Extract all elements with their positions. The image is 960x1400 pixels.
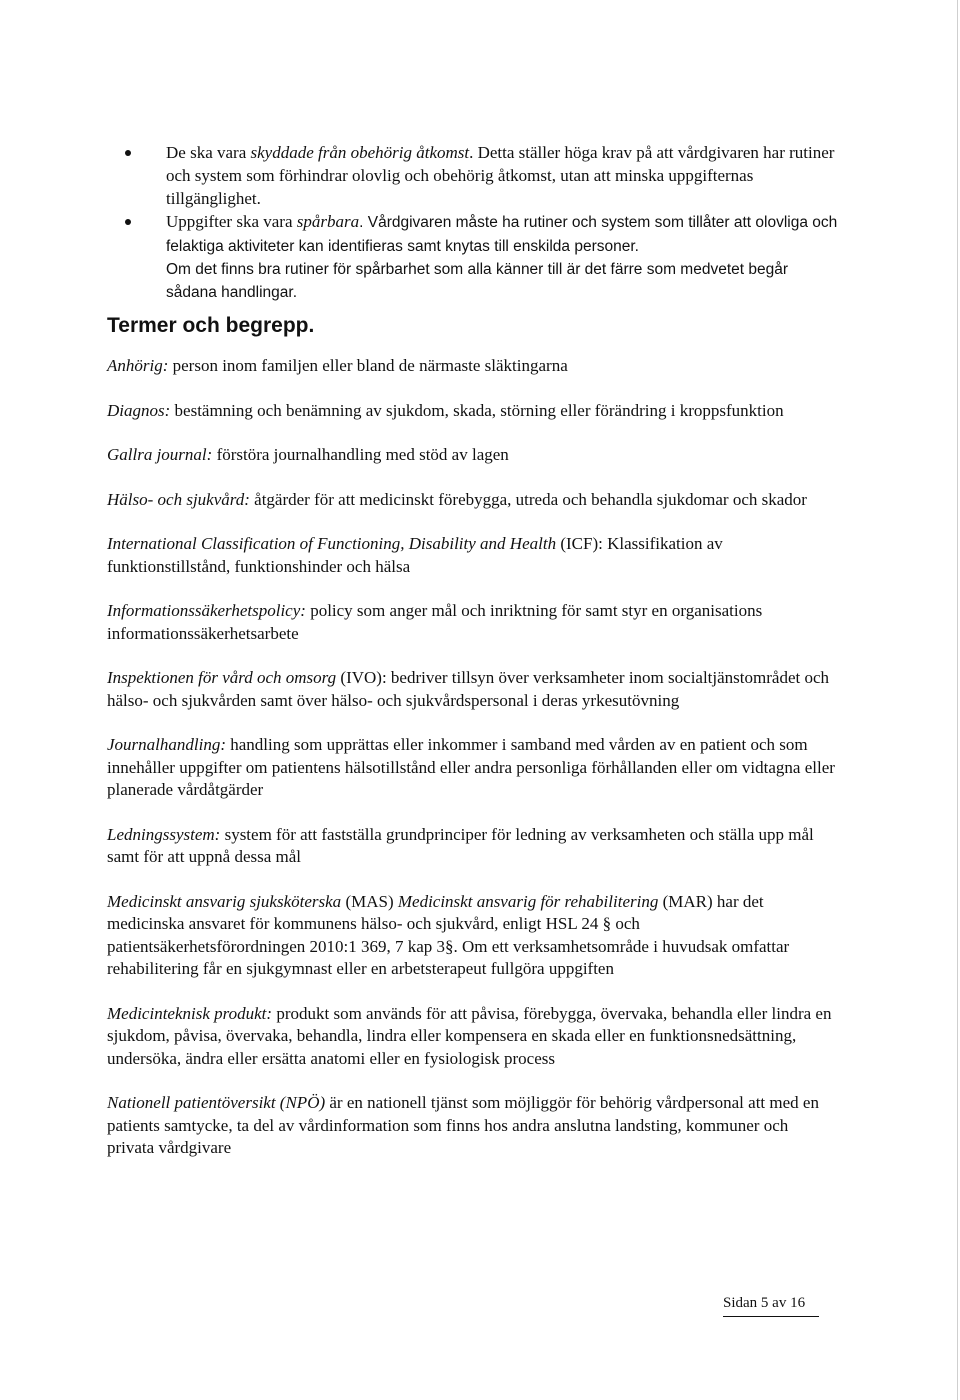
bullet-item-protection [122, 141, 842, 210]
page-footer [723, 1295, 823, 1317]
term-entry [107, 734, 837, 802]
term-entry [107, 489, 837, 512]
bullet-text: De ska vara skyddade från obehörig åtkomst. Detta ställer höga krav på att vårdgivaren har rutiner och system som förhindrar olovlig och obehörig åtkomst, utan att minska uppgifternas tillgänglighet. [166, 143, 835, 208]
term-definition: (IVO): bedriver tillsyn över verksamheter inom socialtjänstområdet och hälso- och sjukvården samt över hälso- och sjukvårdspersonal i deras yrkesutövning [107, 668, 830, 710]
bullet-list [122, 141, 842, 304]
section-heading: Termer och begrepp. [107, 314, 315, 337]
term-entry [107, 400, 837, 423]
term-entry [107, 667, 837, 712]
bullet-text-continued: Om det finns bra rutiner för spårbarhet som alla känner till är det färre som medvetet begår sådana handlingar. [166, 261, 789, 301]
term-definition: policy som anger mål och inriktning för samt styr en organisations informationssäkerhetsarbete [107, 601, 763, 643]
term-definition: (MAS) [341, 891, 398, 911]
term-list [107, 355, 837, 1182]
bullet-text: Uppgifter ska vara spårbara. Vårdgivaren måste ha rutiner och system som tillåter att olovliga och felaktiga aktiviteter kan identifieras samt knytas till enskilda personer. [166, 212, 838, 255]
term-name: Inspektionen för vård och omsorg [107, 668, 337, 687]
bullet-dot-icon [125, 150, 131, 156]
term-definition: bestämning och benämning av sjukdom, skada, störning eller förändring i kroppsfunktion [170, 400, 784, 420]
term-definition: (ICF): Klassifikation av funktionstillstånd, funktionshinder och hälsa [107, 534, 723, 576]
term-entry [107, 355, 837, 378]
term-name: Ledningssystem: [107, 824, 221, 844]
term-entry [107, 824, 837, 869]
page-number: Sidan 5 av 16 [723, 1295, 806, 1311]
term-definition: är en nationell tjänst som möjliggör för behörig vårdpersonal att med en patients samtycke, ta del av vårdinformation som finns hos andra anslutna landsting, kommuner och privata vårdgivare [107, 1093, 819, 1157]
emphasis: spårbara [296, 212, 360, 231]
bullet-dot-icon [125, 219, 131, 225]
term-definition: system för att fastställa grundprinciper för ledning av verksamheten och ställa upp mål samt för att uppnå dessa mål [107, 824, 814, 866]
term-name: Medicinskt ansvarig sjuksköterska [107, 891, 342, 911]
term-name: International Classification of Functioning, Disability and Health [107, 534, 557, 553]
term-name: Gallra journal: [107, 445, 213, 464]
term-definition: produkt som används för att påvisa, förebygga, övervaka, behandla eller lindra en sjukdom, påvisa, övervaka, behandla, lindra eller kompensera en skada eller en funktionsnedsättning, undersöka, ändra eller ersätta anatomi eller en fysiologisk process [107, 1003, 832, 1068]
term-entry [107, 891, 837, 981]
term-entry [107, 1003, 837, 1071]
term-name: Journalhandling: [107, 735, 226, 754]
term-name: Anhörig: [107, 356, 169, 375]
term-entry [107, 533, 837, 578]
footer-underline [723, 1316, 819, 1317]
page-edge-line [957, 0, 958, 1400]
term-name: Medicinteknisk produkt: [107, 1003, 273, 1023]
term-definition: förstöra journalhandling med stöd av lagen [212, 445, 509, 464]
term-entry [107, 444, 837, 467]
term-name: Medicinskt ansvarig för rehabilitering [397, 891, 659, 911]
term-name: Informationssäkerhetspolicy: [107, 601, 306, 620]
emphasis: skyddade från obehörig åtkomst [250, 143, 470, 162]
term-entry [107, 600, 837, 645]
term-entry [107, 1092, 837, 1160]
term-name: Hälso- och sjukvård: [107, 489, 250, 509]
term-definition: person inom familjen eller bland de närmaste släktingarna [168, 356, 568, 375]
bullet-item-traceability [122, 210, 842, 304]
term-definition: handling som upprättas eller inkommer i samband med vården av en patient och som innehåller uppgifter om patientens hälsotillstånd eller andra personliga förhållanden eller om vidtagna eller planerade vårdåtgärder [107, 735, 835, 799]
term-definition: åtgärder för att medicinskt förebygga, utreda och behandla sjukdomar och skador [249, 489, 807, 509]
term-definition: (MAR) har det medicinska ansvaret för kommunens hälso- och sjukvård, enligt HSL 24 § och patientsäkerhetsförordningen 2010:1 369, 7 kap 3§. Om ett verksamhetsområde i huvudsak omfattar rehabilitering får en sjukgymnast eller en arbetsterapeut fullgöra uppgiften [107, 891, 790, 978]
term-name: Nationell patientöversikt (NPÖ) [107, 1093, 326, 1112]
term-name: Diagnos: [107, 400, 171, 420]
